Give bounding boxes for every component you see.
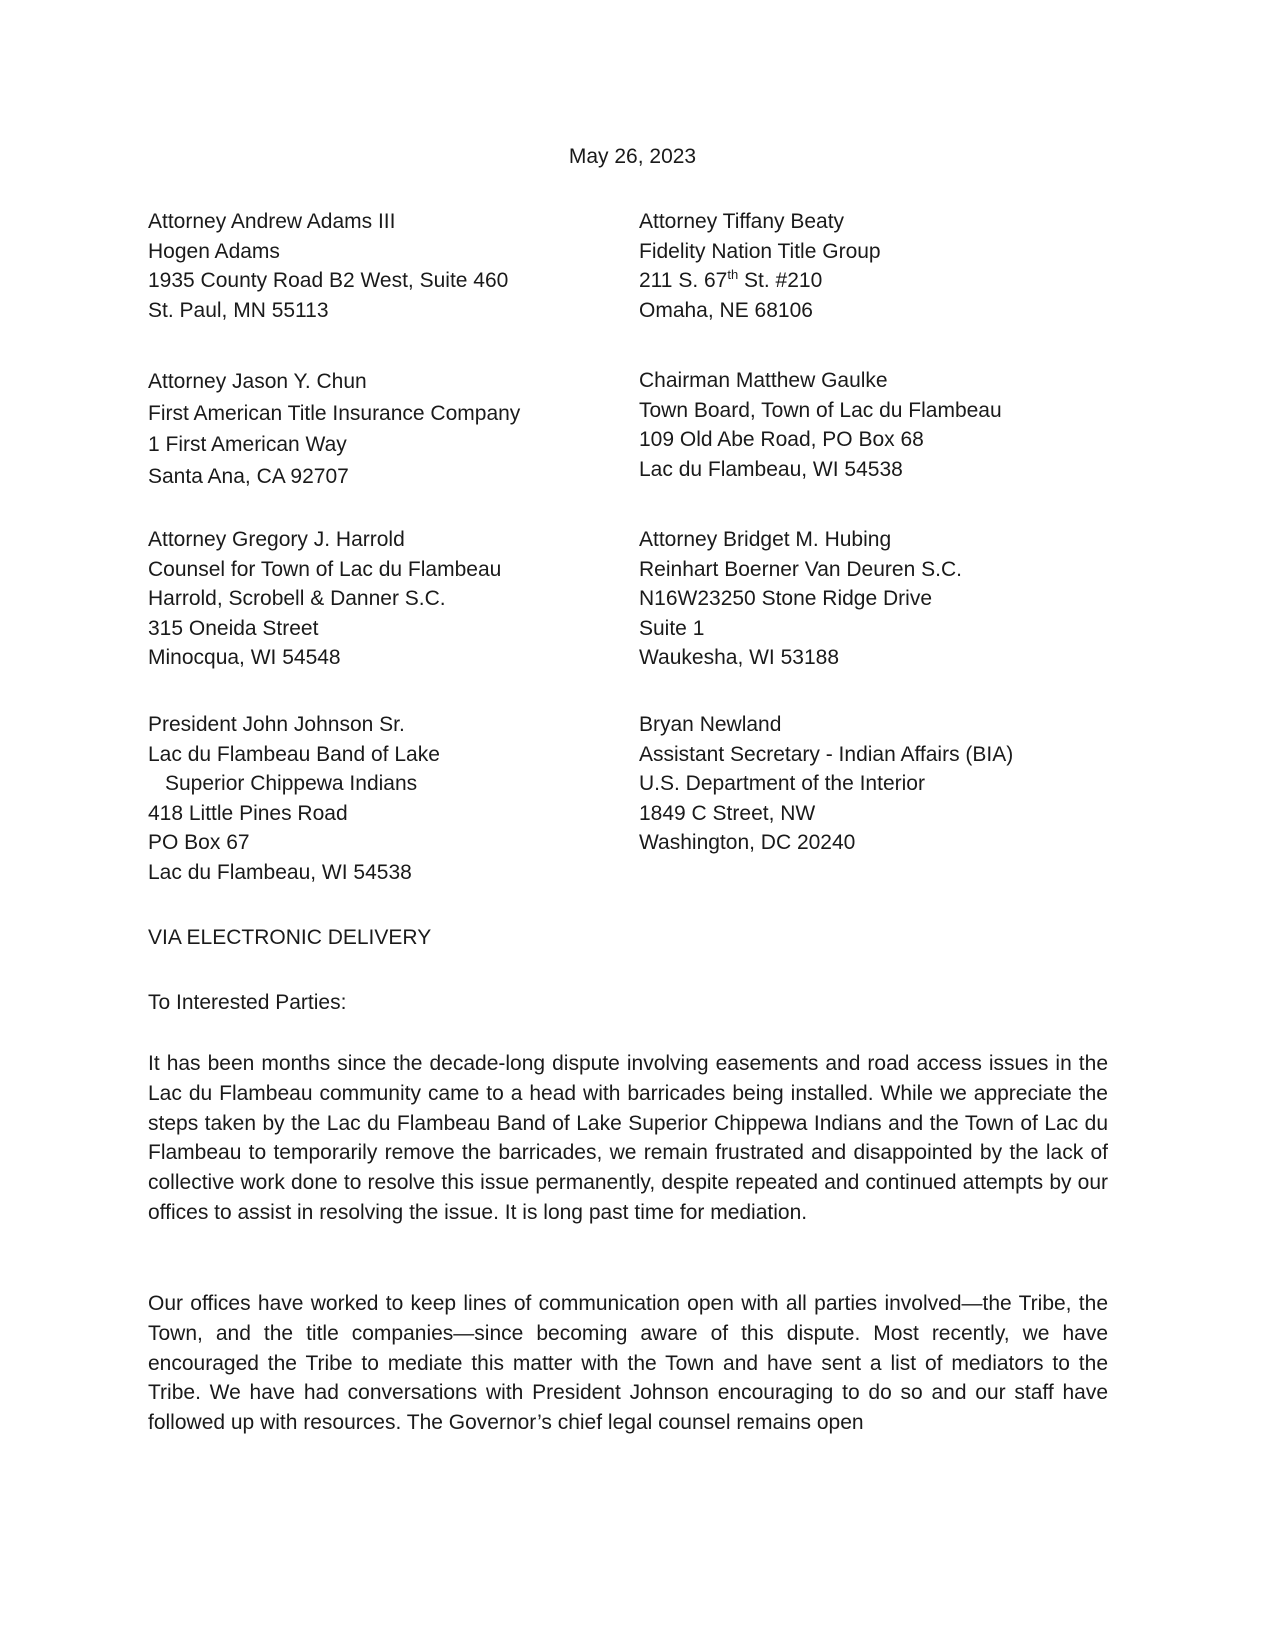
recipient-name: Attorney Andrew Adams III <box>148 210 396 233</box>
recipient-line: 109 Old Abe Road, PO Box 68 <box>639 428 924 451</box>
body-paragraph-2: Our offices have worked to keep lines of communication open with all parties involved—the Tribe, the Town, and the title companies—since becoming aware of this dispute. Most recently, we have encouraged the Tribe to mediate this matter with the Town and have sent a list of mediators to the Tribe. We have had conversations with President Johnson encouraging to do so and our staff have followed up with resources. The Governor’s chief legal counsel remains open <box>148 1292 1108 1435</box>
recipient-line: Minocqua, WI 54548 <box>148 646 341 669</box>
recipient-line: Hogen Adams <box>148 239 280 263</box>
recipient-johnson <box>148 710 440 887</box>
recipient-line: Harrold, Scrobell & Danner S.C. <box>148 587 446 610</box>
recipient-line: 1935 County Road B2 West, Suite 460 <box>148 269 509 292</box>
recipient-name: Attorney Gregory J. Harrold <box>148 528 405 551</box>
recipient-line: Town Board, Town of Lac du Flambeau <box>639 398 1002 422</box>
recipient-newland <box>639 710 1013 858</box>
recipient-line: N16W23250 Stone Ridge Drive <box>639 587 932 610</box>
recipient-name: Attorney Tiffany Beaty <box>639 210 845 233</box>
recipient-line: Lac du Flambeau, WI 54538 <box>148 860 412 884</box>
salutation: To Interested Parties: <box>148 991 347 1014</box>
recipient-name: Chairman Matthew Gaulke <box>639 369 888 392</box>
recipient-line: 1849 C Street, NW <box>639 801 816 825</box>
recipient-street <box>639 266 881 296</box>
recipient-line: 418 Little Pines Road <box>148 801 348 825</box>
street-prefix: 211 S. 67 <box>639 269 728 292</box>
recipient-chun <box>148 366 520 492</box>
recipient-line: Washington, DC 20240 <box>639 831 856 854</box>
recipient-org: Fidelity Nation Title Group <box>639 239 881 263</box>
recipient-line: Superior Chippewa Indians <box>165 772 418 795</box>
street-superscript: th <box>727 267 739 282</box>
street-suffix: St. #210 <box>738 269 823 292</box>
letter-date: May 26, 2023 <box>568 145 697 168</box>
recipient-line: Reinhart Boerner Van Deuren S.C. <box>639 557 962 581</box>
recipient-line: U.S. Department of the Interior <box>639 772 925 795</box>
recipient-line: Santa Ana, CA 92707 <box>148 464 349 488</box>
delivery-method: VIA ELECTRONIC DELIVERY <box>148 926 432 949</box>
recipient-line: 1 First American Way <box>148 433 347 456</box>
recipient-name: Attorney Jason Y. Chun <box>148 370 367 393</box>
recipient-line: Waukesha, WI 53188 <box>639 646 839 669</box>
recipient-line: 315 Oneida Street <box>148 616 319 640</box>
recipient-beaty <box>639 207 881 325</box>
recipient-line: Counsel for Town of Lac du Flambeau <box>148 557 502 581</box>
recipient-gaulke <box>639 366 1002 484</box>
body-paragraph-1: It has been months since the decade-long dispute involving easements and road access issues in the Lac du Flambeau community came to a head with barricades being installed. While we appreciate the steps taken by the Lac du Flambeau Band of Lake Superior Chippewa Indians and the Town of Lac du Flambeau to temporarily remove the barricades, we remain frustrated and disappointed by the lack of collective work done to resolve this issue permanently, despite repeated and continued attempts by our offices to assist in resolving the issue. It is long past time for mediation. <box>148 1052 1108 1224</box>
recipient-name: Attorney Bridget M. Hubing <box>639 528 892 551</box>
recipient-line: Lac du Flambeau, WI 54538 <box>639 457 903 481</box>
recipient-city: Omaha, NE 68106 <box>639 298 813 322</box>
recipient-line: PO Box 67 <box>148 831 250 854</box>
recipient-name: Bryan Newland <box>639 713 782 736</box>
recipient-name: President John Johnson Sr. <box>148 713 405 736</box>
recipient-line: Lac du Flambeau Band of Lake <box>148 742 440 766</box>
recipient-line: First American Title Insurance Company <box>148 401 521 425</box>
recipient-line: Assistant Secretary - Indian Affairs (BIA) <box>639 742 1014 766</box>
recipient-adams <box>148 207 508 325</box>
recipient-hubing <box>639 525 962 673</box>
recipient-harrold <box>148 525 501 673</box>
recipient-line: St. Paul, MN 55113 <box>148 298 329 322</box>
recipient-line: Suite 1 <box>639 616 705 640</box>
